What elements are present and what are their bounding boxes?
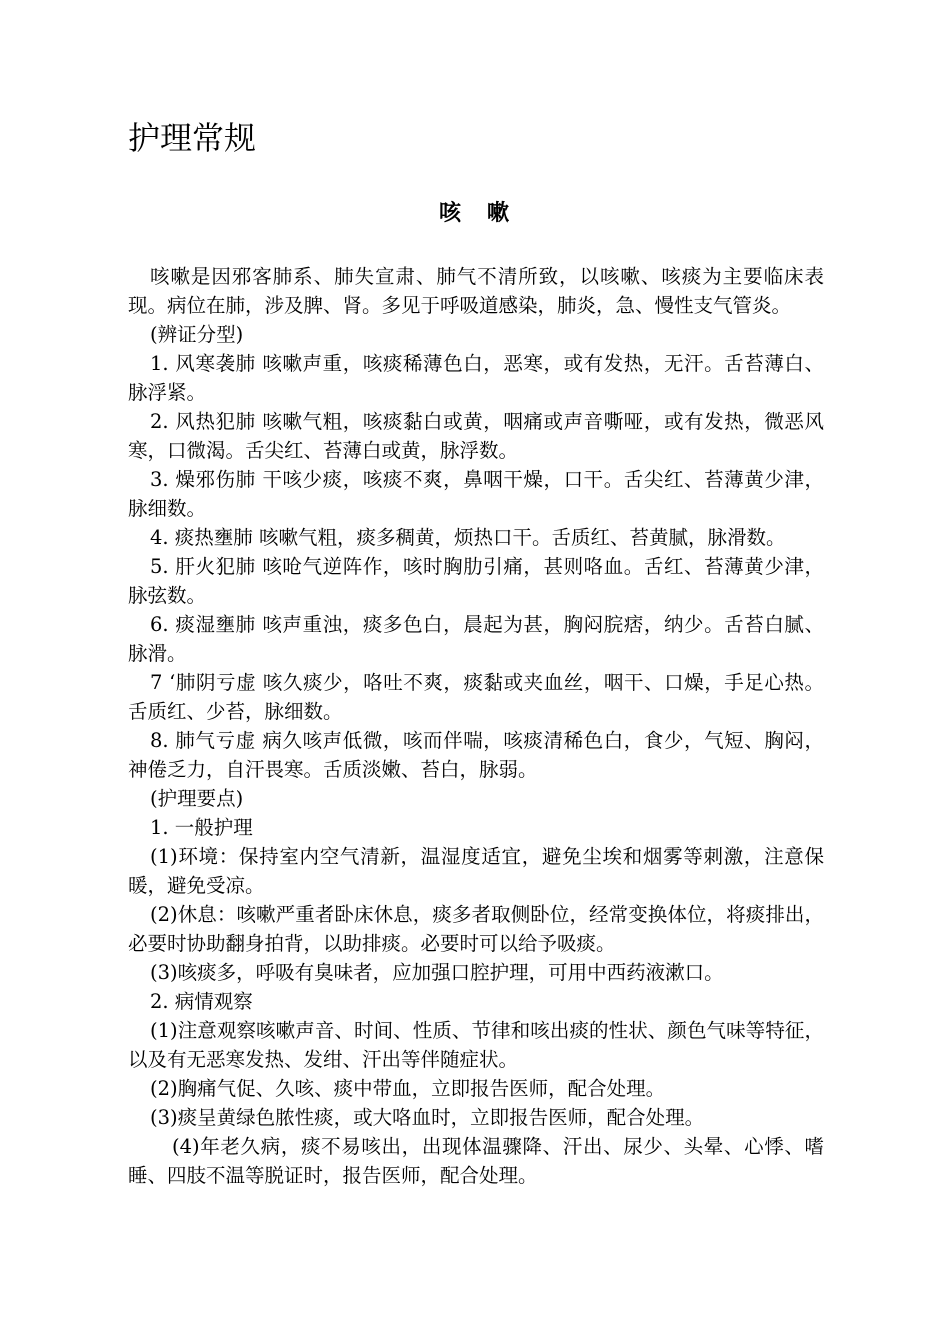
observation-item-3: (3)痰呈黄绿色脓性痰，或大咯血时，立即报告医师，配合处理。 [150,1106,705,1129]
nursing-points-heading: (护理要点) [150,787,244,810]
general-nursing-item-2: (2)休息：咳嗽严重者卧床休息，痰多者取侧卧位，经常变换体位，将痰排出，必要时协助翻身拍背，以助排痰。必要时可以给予吸痰。 [128,903,824,955]
syndrome-types-heading: (辨证分型) [150,323,244,346]
syndrome-type-4: 4. 痰热壅肺 咳嗽气粗，痰多稠黄，烦热口干。舌质红、苔黄腻，脉滑数。 [150,526,786,549]
observation-item-2: (2)胸痛气促、久咳、痰中带血，立即报告医师，配合处理。 [150,1077,666,1100]
observation-heading: 2. 病情观察 [150,990,253,1013]
syndrome-type-8: 8. 肺气亏虚 病久咳声低微，咳而伴喘，咳痰清稀色白，食少，气短、胸闷，神倦乏力，自汗畏寒。舌质淡嫩、苔白，脉弱。 [128,729,824,781]
intro-paragraph: 咳嗽是因邪客肺系、肺失宣肃、肺气不清所致，以咳嗽、咳痰为主要临床表现。病位在肺，涉及脾、肾。多见于呼吸道感染，肺炎，急、慢性支气管炎。 [128,265,824,317]
document-header: 护理常规 [128,119,257,157]
syndrome-type-3: 3. 燥邪伤肺 干咳少痰，咳痰不爽，鼻咽干燥，口干。舌尖红、苔薄黄少津，脉细数。 [128,468,824,520]
syndrome-type-5: 5. 肝火犯肺 咳呛气逆阵作，咳时胸肋引痛，甚则咯血。舌红、苔薄黄少津，脉弦数。 [128,555,824,607]
syndrome-type-6: 6. 痰湿壅肺 咳声重浊，痰多色白，晨起为甚，胸闷脘痞，纳少。舌苔白腻、脉滑。 [128,613,824,665]
general-nursing-item-3: (3)咳痰多，呼吸有臭味者，应加强口腔护理，可用中西药液漱口。 [150,961,724,984]
syndrome-type-7: 7 ‘肺阴亏虚 咳久痰少，咯吐不爽，痰黏或夹血丝，咽干、口燥，手足心热。舌质红、少苔，脉细数。 [128,671,824,723]
syndrome-type-1: 1. 风寒袭肺 咳嗽声重，咳痰稀薄色白，恶寒，或有发热，无汗。舌苔薄白、脉浮紧。 [128,352,824,404]
general-nursing-item-1: (1)环境：保持室内空气清新，温湿度适宜，避免尘埃和烟雾等刺激，注意保暖，避免受凉。 [128,845,824,897]
observation-item-1: (1)注意观察咳嗽声音、时间、性质、节律和咳出痰的性状、颜色气味等特征，以及有无恶寒发热、发绀、汗出等伴随症状。 [128,1019,824,1071]
syndrome-type-2: 2. 风热犯肺 咳嗽气粗，咳痰黏白或黄，咽痛或声音嘶哑，或有发热，微恶风寒，口微渴。舌尖红、苔薄白或黄，脉浮数。 [128,410,824,462]
document-body [128,262,824,1190]
general-nursing-heading: 1. 一般护理 [150,816,253,839]
section-title: 咳 嗽 [438,200,511,226]
observation-item-4: (4)年老久病，痰不易咳出，出现体温骤降、汗出、尿少、头晕、心悸、嗜睡、四肢不温等脱证时，报告医师，配合处理。 [128,1135,824,1187]
